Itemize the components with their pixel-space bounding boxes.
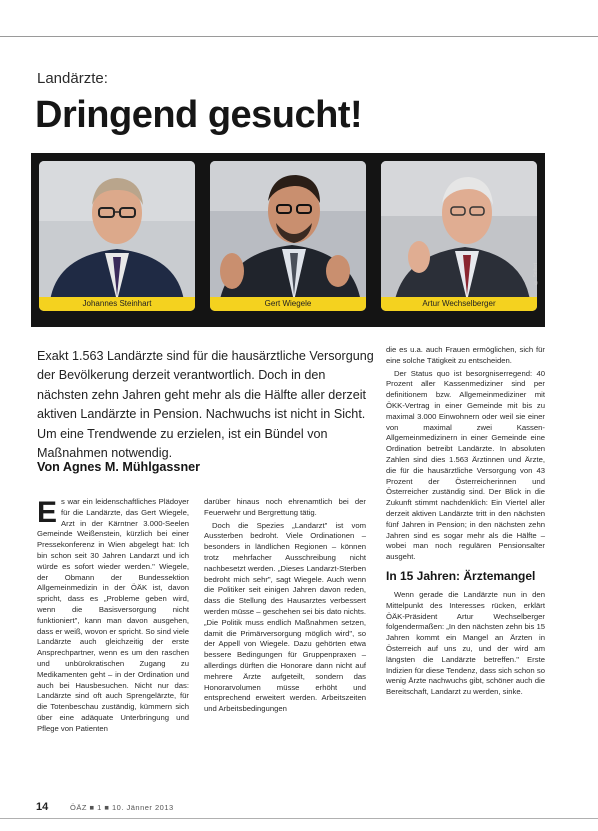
paragraph: Doch die Spezies „Landarzt" ist vom Aussterben bedroht. Viele Ordinationen – besonders in ländlichen Regionen – können trotz mehrfacher Ausschreibung nicht nachbesetzt werden. „Dieses Landarzt-Sterben bedroht mich sehr", sagt Wiegele. Auch wenn die Politiker seit einigen Jahren davon reden, dass die Stellung des Hausarztes verbessert werden müsse – geschehen sei bis dato nichts. „Die Politik muss endlich Maßnahmen setzen, damit die Primärversorgung möglich wird", so der Appell von Wiegele. Dazu gehörten etwa bessere Bedingungen für Gruppenpraxen – allerdings dürften die Honorare dann nicht auf mehrere Ärzte aufgeteilt, sondern das Honorarvolumen müsse erhöht und entsprechend erweitert werden. Arbeitszeiten und Arbeitsbedingungen <box>204 520 366 714</box>
bottom-rule <box>0 818 598 819</box>
article-lead: Exakt 1.563 Landärzte sind für die hausärztliche Versorgung der Bevölkerung derzeit verantwortlich. Doch in den nächsten zehn Jahren geht mehr als die Hälfte aller derzeit aktiven Landärzte in Pension. Nachwuchs ist nicht in Sicht. Um eine Trendwende zu erzielen, ist ein Bündel von Maßnahmen notwendig. <box>37 349 374 461</box>
body-column-1 <box>37 497 189 737</box>
portrait-image <box>210 161 366 311</box>
paragraph <box>37 497 189 735</box>
photo-gert-wiegele <box>210 161 366 311</box>
photo-band <box>31 153 545 327</box>
paragraph: darüber hinaus noch ehrenamtlich bei der Feuerwehr und Bergrettung tätig. <box>204 497 366 517</box>
photo-johannes-steinhart <box>39 161 195 311</box>
body-column-3 <box>386 345 545 700</box>
paragraph: Wenn gerade die Landärzte nun in den Mittelpunkt des Interesses rücken, erklärt ÖÄK-Präsident Artur Wechselberger folgendermaßen: „In den nächsten zehn bis 15 Jahren kommt ein Mangel an Ärzten in Österreich auf uns zu, und der wird am längsten die Landärzte betreffen." Erste Indizien für diese Tendenz, dass sich schon so wenig Ärzte nachwuchs gibt, schöner auch die Bereitschaft, Landarzt zu werden, sinke. <box>386 589 545 697</box>
photo-artur-wechselberger <box>381 161 537 311</box>
photo-caption: Gert Wiegele <box>210 297 366 311</box>
photo-caption: Johannes Steinhart <box>39 297 195 311</box>
article-byline: Von Agnes M. Mühlgassner <box>37 460 201 474</box>
photo-credit: © Seifert <box>533 263 539 285</box>
article-kicker: Landärzte: <box>37 70 108 87</box>
paragraph: Der Status quo ist besorgniserregend: 40 Prozent aller Kassenmediziner sind per definitionem bzw. Allgemeinmediziner mit ÖKK-Vertrag in einer Gemeinde mit bis zu maximal 3.000 Einwohnern oder weil sie einer von maximal zwei Kassen-Allgemeinmedizinern in einer Gemeinde eine Ordination betreibt Landärzte. In absoluten Zahlen sind dies 1.563 Ärztinnen und Ärzte, die für die hausärztliche Versorgung von 43 Prozent der Österreicherinnen und Österreicher zuständig sind. Der Blick in die Zukunft stimmt nachdenklich: Ein Viertel aller derzeit aktiven Landärzte tritt in den nächsten fünf Jahren in Pension; in den nächsten zehn Jahren sind es sogar mehr als die Hälfte – wobei man noch regulären Pensionsalter ausgeht. <box>386 368 545 562</box>
article-headline: Dringend gesucht! <box>35 94 363 136</box>
paragraph: die es u.a. auch Frauen ermöglichen, sich für eine solche Tätigkeit zu entscheiden. <box>386 345 545 365</box>
publication-source: ÖÄZ ■ 1 ■ 10. Jänner 2013 <box>70 803 174 812</box>
paragraph-text: s war ein leidenschaftliches Plädoyer für die Landärzte, das Gert Wiegele, Arzt in der Kärntner 3.000-Seelen Gemeinde Weißenstein, kürzlich bei einer Pressekonferenz in Wien abgelegt hat: Ich bin schon seit 30 Jahren Landarzt und ich würde es sofort wieder werden." Wiegele, der Obmann der Bundessektion Allgemeinmedizin in der ÖÄK ist, davon spricht, dass es „Probleme geben wird, wenn die Basisversorgung nicht funktioniert", kann man davon ausgehen, dass er weiß, wovon er spricht. So sind viele Landärzte auch gleichzeitig der erste Ansprechpartner, wenn es um den raschen und unbürokratischen Zugang zu Medikamenten geht – in der Ordination und auch bei Hausbesuchen. Nicht nur das: Landärzte sind oft auch Sprengelärzte, für die Totenbeschau zuständig, kümmern sich über eine adäquate Unterbringung und Pflege von Patienten <box>37 497 189 733</box>
page-number: 14 <box>36 801 49 813</box>
body-column-2 <box>204 497 366 717</box>
photo-caption: Artur Wechselberger <box>381 297 537 311</box>
portrait-image <box>39 161 195 311</box>
top-rule <box>0 36 598 37</box>
section-subhead: In 15 Jahren: Ärztemangel <box>386 568 536 583</box>
portrait-image <box>381 161 537 311</box>
drop-cap: E <box>37 496 58 529</box>
